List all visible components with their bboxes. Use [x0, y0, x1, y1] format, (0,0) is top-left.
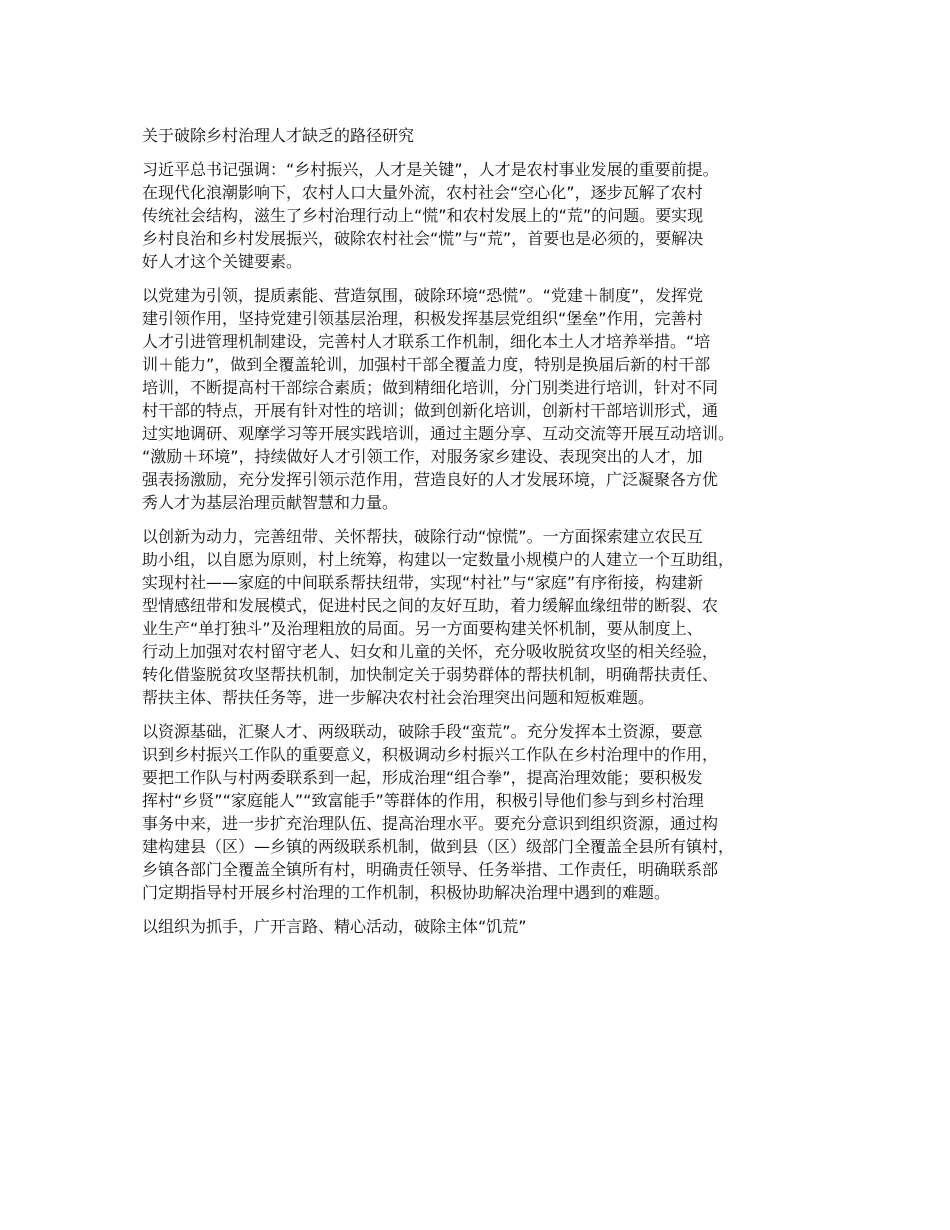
paragraph-line: 好人才这个关键要素。	[142, 252, 303, 271]
paragraph-line: 秀人才为基层治理贡献智慧和力量。	[142, 493, 399, 512]
document-body	[142, 124, 827, 949]
paragraph-line: 过实地调研、观摩学习等开展实践培训，通过主题分享、互动交流等开展互动培训。	[142, 424, 735, 443]
paragraph-4	[142, 720, 827, 904]
paragraph-1	[142, 158, 827, 273]
paragraph-line: 业生产“单打独斗”及治理粗放的局面。另一方面要构建关怀机制，要从制度上、	[142, 619, 703, 638]
paragraph-line: 以创新为动力，完善纽带、关怀帮扶，破除行动“惊慌”。一方面探索建立农民互	[142, 527, 703, 546]
paragraph-line: 乡镇各部门全覆盖全镇所有村，明确责任领导、任务举措、工作责任，明确联系部	[142, 860, 719, 879]
paragraph-line: 建构建县（区）—乡镇的两级联系机制，做到县（区）级部门全覆盖全县所有镇村，	[142, 837, 735, 856]
paragraph-line: 以资源基础，汇聚人才、两级联动，破除手段“蛮荒”。充分发挥本土资源，要意	[142, 722, 703, 741]
paragraph-line: 训＋能力”，做到全覆盖轮训，加强村干部全覆盖力度，特别是换届后新的村干部	[142, 355, 711, 374]
paragraph-line: “激励＋环境”，持续做好人才引领工作，对服务家乡建设、表现突出的人才，加	[142, 447, 703, 466]
paragraph-line: 以党建为引领，提质素能、营造氛围，破除环境“恐慌”。“党建＋制度”，发挥党	[142, 286, 704, 305]
paragraph-line: 转化借鉴脱贫攻坚帮扶机制，加快制定关于弱势群体的帮扶机制，明确帮扶责任、	[142, 665, 719, 684]
paragraph-line: 在现代化浪潮影响下，农村人口大量外流，农村社会“空心化”，逐步瓦解了农村	[142, 183, 703, 202]
paragraph-line: 培训，不断提高村干部综合素质；做到精细化培训，分门别类进行培训，针对不同	[142, 378, 719, 397]
paragraph-3	[142, 525, 827, 709]
document-title: 关于破除乡村治理人才缺乏的路径研究	[142, 126, 415, 145]
paragraph-line: 型情感纽带和发展模式，促进村民之间的友好互助，着力缓解血缘纽带的断裂、农	[142, 596, 719, 615]
paragraph-line: 习近平总书记强调：“乡村振兴，人才是关键”，人才是农村事业发展的重要前提。	[142, 160, 719, 179]
paragraph-line: 识到乡村振兴工作队的重要意义，积极调动乡村振兴工作队在乡村治理中的作用，	[142, 745, 719, 764]
paragraph-line: 要把工作队与村两委联系到一起，形成治理“组合拳”，提高治理效能；要积极发	[142, 768, 703, 787]
paragraph-line: 建引领作用，坚持党建引领基层治理，积极发挥基层党组织“堡垒”作用，完善村	[142, 309, 703, 328]
paragraph-line: 强表扬激励，充分发挥引领示范作用，营造良好的人才发展环境，广泛凝聚各方优	[142, 470, 719, 489]
paragraph-line: 村干部的特点，开展有针对性的培训；做到创新化培训，创新村干部培训形式，通	[142, 401, 719, 420]
paragraph-line: 挥村“乡贤”“家庭能人”“致富能手”等群体的作用，积极引导他们参与到乡村治理	[142, 791, 704, 810]
paragraph-5	[142, 915, 827, 938]
paragraph-line: 以组织为抓手，广开言路、精心活动，破除主体“饥荒”	[142, 917, 527, 936]
paragraph-line: 行动上加强对农村留守老人、妇女和儿童的关怀，充分吸收脱贫攻坚的相关经验，	[142, 642, 719, 661]
paragraph-line: 乡村良治和乡村发展振兴，破除农村社会“慌”与“荒”，首要也是必须的，要解决	[142, 229, 704, 248]
paragraph-line: 事务中来，进一步扩充治理队伍、提高治理水平。要充分意识到组织资源，通过构	[142, 814, 719, 833]
paragraph-line: 传统社会结构，滋生了乡村治理行动上“慌”和农村发展上的“荒”的问题。要实现	[142, 206, 704, 225]
paragraph-2	[142, 284, 827, 514]
paragraph-line: 人才引进管理机制建设，完善村人才联系工作机制，细化本土人才培养举措。“培	[142, 332, 711, 351]
paragraph-line: 助小组，以自愿为原则，村上统筹，构建以一定数量小规模户的人建立一个互助组，	[142, 550, 735, 569]
paragraph-line: 实现村社——家庭的中间联系帮扶纽带，实现“村社”与“家庭”有序衔接，构建新	[142, 573, 704, 592]
paragraph-line: 门定期指导村开展乡村治理的工作机制，积极协助解决治理中遇到的难题。	[142, 883, 671, 902]
paragraph-line: 帮扶主体、帮扶任务等，进一步解决农村社会治理突出问题和短板难题。	[142, 688, 655, 707]
